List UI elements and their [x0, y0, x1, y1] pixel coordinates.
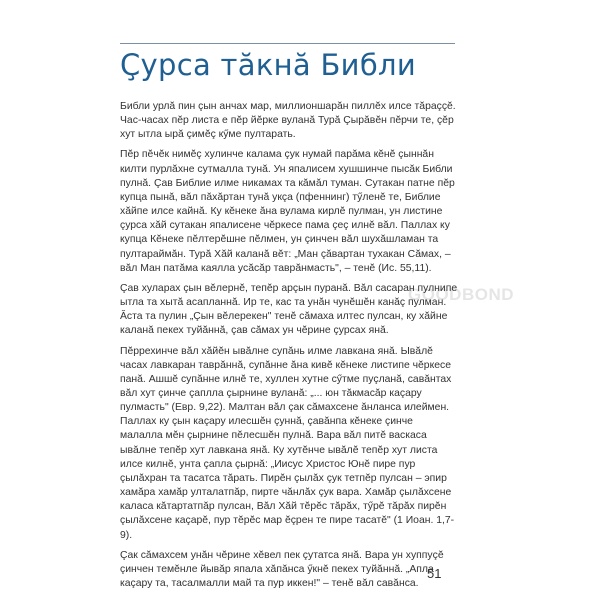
- paragraph-1: Библи урлă пин çын анчах мар, миллионшарăн пиллĕх илсе тăраççĕ. Час-часах пĕр листа е пĕр йĕрке вуланă Турă Çырăвĕн пĕрчи те, çĕр хут ытла ырă çимĕç кӳме пултарать.: [120, 101, 456, 141]
- watermark: GOODBOND: [408, 285, 514, 304]
- paragraph-2: Пĕр пĕчĕк нимĕç хулинче калама çук нумай парăма кĕнĕ çыннăн килти пурлăхне сутмалла тунă. Ун япалисем хушшинче пысăк Библи пулнă. Çав Библие илме никамах та кăмăл туман. Сутакан патне пĕр купца пынă, вăл пăхăртан тунă укçа (пфеннинг) тӳленĕ те, Библие хăйпе илсе кайнă. Ку кĕнеке ăна вулама кирлĕ пулман, ун листине çурса хăй сутакан япалисене чĕркесе пама çеç илнĕ вăл. Паллах ку купца Кĕнеке пĕлтерĕшне пĕлмен, ун çинчен вăл шухăшламан та пултараймăн. Турă Хăй каланă вĕт: „Ман çăвартан тухакан Сăмах, – вăл Ман патăма каялла усăсăр таврăнмасть", – тенĕ (Ис. 55,11).: [120, 149, 455, 274]
- page-number: 51: [427, 566, 442, 581]
- paragraph-3: Çав хуларах çын вĕлернĕ, тепĕр арçын пуранă. Вăл сасаран пулнипе ытла та хытă асапланнă. Ир те, кас та унăн чунĕшĕн канăç пулман. Ăста та пулин „Çын вĕлерекен" тенĕ сăмаха илтес пулсан, ку хăйне каланă пекех туйăннă, çав сăмах ун чĕрине çурсах янă.: [120, 282, 458, 337]
- body-text: [120, 100, 458, 591]
- paragraph-5: Çак сăмахсем унăн чĕрине хĕвел пек çутатса янă. Вара ун хуппуçĕ çинчен темĕнле йывăр япала хăпăнса ӳкнĕ пекех туйăннă. „Апла каçару та, тасалмалли май та пур иккен!" – тенĕ вăл савăнса.: [120, 549, 444, 589]
- title-rule: [120, 43, 455, 44]
- paragraph-4: Пĕррехинче вăл хăйĕн ывăлне супăнь илме лавкана янă. Ывăлĕ часах лавкаран таврăннă, супăнне ăна кивĕ кĕнеке листипе чĕркесе панă. Ашшĕ супăнне илнĕ те, хуллен хутне сӳтме пуçланă, савăнтах вăл хут çинче çаплла çырнине вуланă: „... юн тăкмасăр каçару пулмасть" (Евр. 9,22). Малтан вăл çак сăмахсене ăнланса илеймен. Паллах ку çын каçару илесшĕн çуннă, çавăнпа кĕнеке çинче малалла мĕн çырнине пĕлесшĕн пулнă. Вара вăл питĕ васкаса ывăлне тепĕр хут лавкана янă. Ку хутĕнче ывăлĕ тепĕр хут листа илсе килнĕ, унта çапла çырнă: „Иисус Христос Юнĕ пире пур çылăхран та тасатса тăрать. Пирĕн çылăх çук тетпĕр пулсан – эпир хамăра хамăр улталатпăр, пирте чăнлăх çук вара. Хамăр çылăхсене каласа кăтартатпăр пулсан, Вăл Хăй тĕрĕс тăрăх, тӳрĕ тăрăх пирĕн çылăхсене каçарĕ, пур тĕрĕс мар ĕçрен те пире тасатĕ" (1 Иоан. 1,7-9).: [120, 345, 455, 541]
- page-title: Çурса тăкнă Библи: [120, 48, 416, 82]
